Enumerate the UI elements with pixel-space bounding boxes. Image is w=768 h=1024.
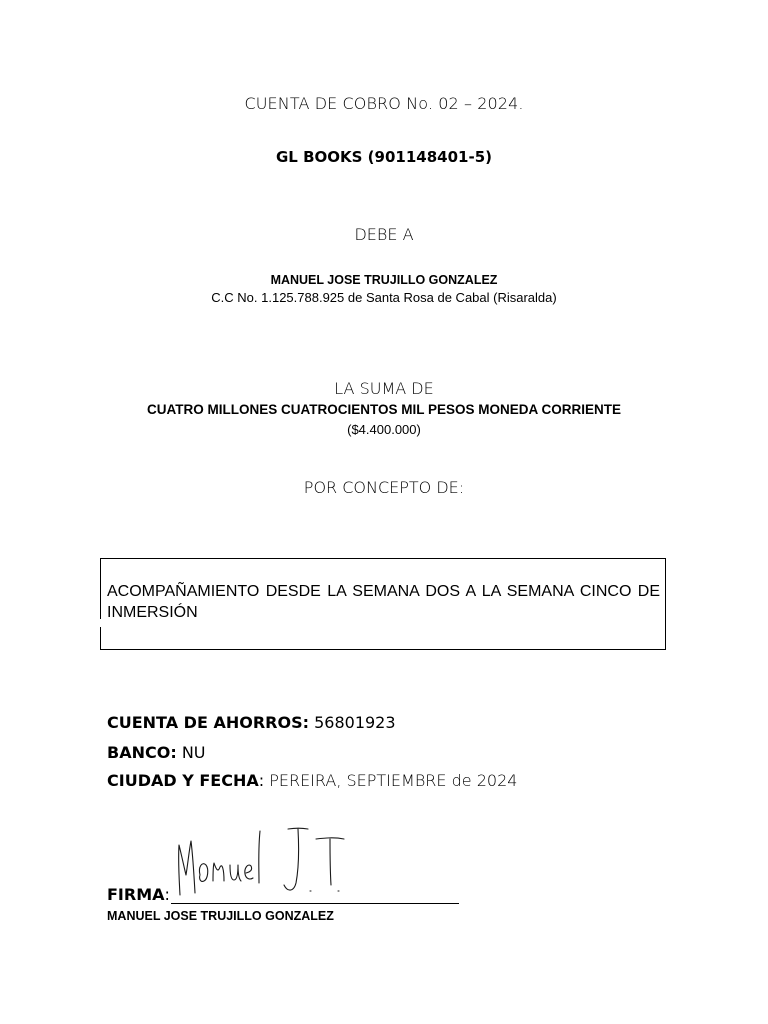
creditor-name: MANUEL JOSE TRUJILLO GONZALEZ	[270, 273, 498, 287]
concepto-label: POR CONCEPTO DE:	[303, 478, 465, 497]
suma-label: LA SUMA DE	[334, 379, 434, 398]
account-label: CUENTA DE AHORROS:	[107, 713, 309, 732]
box-border-gap	[100, 619, 102, 627]
city-date-value: PEREIRA, SEPTIEMBRE de 2024	[269, 771, 518, 790]
company-name: GL BOOKS (901148401-5)	[276, 148, 492, 166]
bank-label: BANCO:	[107, 743, 177, 762]
firma-row	[107, 885, 170, 904]
signature-line	[171, 903, 459, 904]
document-title: CUENTA DE COBRO No. 02 – 2024.	[244, 94, 524, 113]
concept-box	[100, 558, 666, 650]
firma-separator: :	[164, 885, 170, 904]
city-date-separator: :	[258, 771, 265, 790]
debe-label: DEBE A	[354, 225, 414, 244]
signer-name: MANUEL JOSE TRUJILLO GONZALEZ	[107, 909, 334, 923]
city-date-line	[107, 771, 517, 790]
bank-value: NU	[181, 743, 206, 762]
account-value: 56801923	[314, 713, 396, 732]
handwritten-signature	[170, 823, 350, 903]
bank-line	[107, 743, 206, 762]
account-line	[107, 713, 396, 732]
creditor-id-line: C.C No. 1.125.788.925 de Santa Rosa de Cabal (Risaralda)	[211, 290, 557, 305]
concept-text: ACOMPAÑAMIENTO DESDE LA SEMANA DOS A LA SEMANA CINCO DE INMERSIÓN	[107, 583, 660, 621]
suma-number: ($4.400.000)	[347, 422, 421, 437]
firma-label: FIRMA	[107, 885, 165, 904]
city-date-label: CIUDAD Y FECHA	[107, 771, 259, 790]
suma-words: CUATRO MILLONES CUATROCIENTOS MIL PESOS MONEDA CORRIENTE	[146, 402, 622, 417]
